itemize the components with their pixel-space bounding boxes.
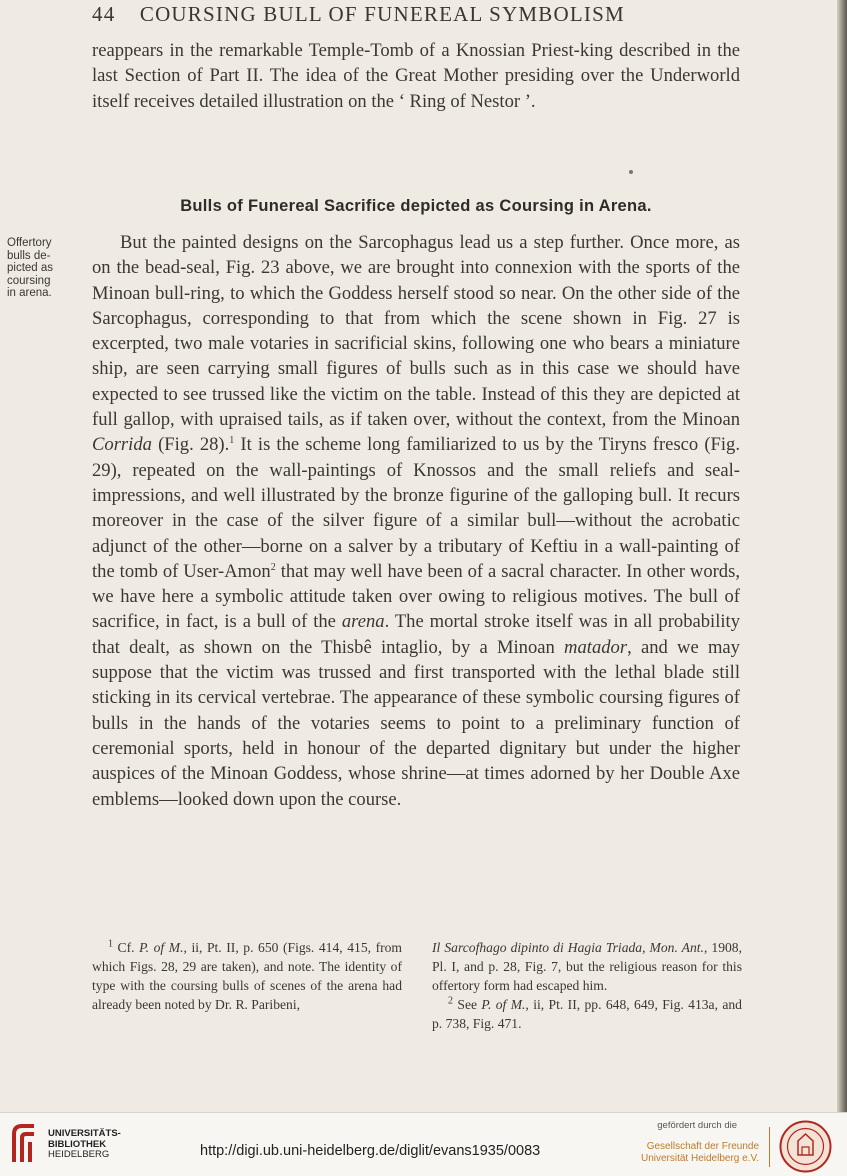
library-name: UNIVERSITÄTS- BIBLIOTHEK HEIDELBERG bbox=[48, 1128, 121, 1160]
paragraph-main: But the painted designs on the Sarcophagus lead us a step further. Once more, as on the bead-seal, Fig. 23 above, we are brought into connexion with the sports of the Minoan bull-ring, to which the Goddess herself stood so near. On the other side of the Sarcophagus, corresponding to that from which the scene shown in Fig. 27 is excerpted, two male votaries in sacrificial skins, following one who bears a miniature ship, are seen carrying small figures of bulls such as in this case we should have expected to see trussed like the victim on the table. Instead of this they are depicted at full gallop, with upraised tails, as if taken over, without the context, from the Minoan Corrida (Fig. 28).$^1$ It is the scheme long familiarized to us by the Tiryns fresco (Fig. 29), repeated on the wall-paintings of Knossos and the small reliefs and seal-impressions, and well illustrated by the bronze figurine of the galloping bull. It recurs moreover in the case of the silver figure of a similar bull—without the acrobatic adjunct of the other—borne on a salver by a tributary of Keftiu in a wall-painting of the tomb of User-Amon$^2$ that may well have been of a sacral character. In other words, we have here a symbolic attitude taken over owing to religious motives. The bull of sacrifice, in fact, is a bull of the arena. The mortal stroke itself was in all probability that dealt, as shown on the Thisbê intaglio, by a Minoan matador, and we may suppose that the victim was trussed and first transported with the lethal blade still sticking in its cervical vertebrae. The appearance of these symbolic coursing figures of bulls in the hands of the votaries seems to point to a preliminary function of ceremonial sports, held in honour of the departed dignitary but under the higher auspices of the Minoan Goddess, whose shrine—at times adorned by her Double Axe emblems—looked down upon the course. bbox=[92, 232, 741, 810]
footnote-2: $^2$ See P. of M., ii, Pt. II, pp. 648, 649, Fig. 413a, and p. 738, Fig. 471. bbox=[432, 995, 742, 1031]
paragraph-intro: reappears in the remarkable Temple-Tomb of a Knossian Priest-king described in the last Section of Part II. The idea of the Great Mother presiding over the Underworld itself receives detailed illustration on the ‘ Ring of Nestor ’. bbox=[92, 40, 740, 112]
running-head bbox=[92, 2, 752, 27]
footer-divider bbox=[769, 1127, 770, 1167]
university-seal-icon bbox=[778, 1119, 833, 1174]
page-edge bbox=[837, 0, 847, 1112]
page-number: 44 bbox=[92, 2, 116, 26]
margin-note: Offertory bulls de- picted as coursing in arena. bbox=[7, 237, 54, 300]
running-title: COURSING BULL OF FUNEREAL SYMBOLISM bbox=[139, 2, 625, 26]
italic-corrida: Corrida bbox=[92, 434, 152, 456]
footnotes-left bbox=[92, 938, 402, 1033]
sponsor-name[interactable]: Gesellschaft der Freunde Universität Heidelberg e.V. bbox=[640, 1141, 759, 1164]
italic-matador: matador bbox=[564, 636, 628, 658]
permalink-url[interactable]: http://digi.ub.uni-heidelberg.de/diglit/evans1935/0083 bbox=[200, 1143, 541, 1159]
funded-by-label: gefördert durch die bbox=[657, 1120, 737, 1131]
footnote-1-cont: Il Sarcofhago dipinto di Hagia Triada, Mon. Ant., 1908, Pl. I, and p. 28, Fig. 7, but the religious reason for this offertory form had escaped him. bbox=[432, 940, 742, 993]
university-library-logo-icon[interactable] bbox=[8, 1122, 40, 1168]
footnote-ref-2[interactable]: 2 bbox=[270, 561, 276, 573]
viewer-footer bbox=[0, 1112, 847, 1176]
italic-arena: arena bbox=[341, 611, 385, 633]
footnotes-right bbox=[432, 938, 742, 1033]
speck-mark bbox=[629, 170, 633, 174]
footnotes bbox=[92, 938, 742, 1033]
section-heading: Bulls of Funereal Sacrifice depicted as Coursing in Arena. bbox=[180, 197, 652, 215]
footnote-ref-1[interactable]: 1 bbox=[229, 435, 235, 447]
footnote-1: $^1$ Cf. P. of M., ii, Pt. II, p. 650 (Figs. 414, 415, from which Figs. 28, 29 are taken), and note. The identity of type with the coursing bulls of scenes of the arena had already been noted by Dr. R. Paribeni, bbox=[92, 938, 403, 1012]
